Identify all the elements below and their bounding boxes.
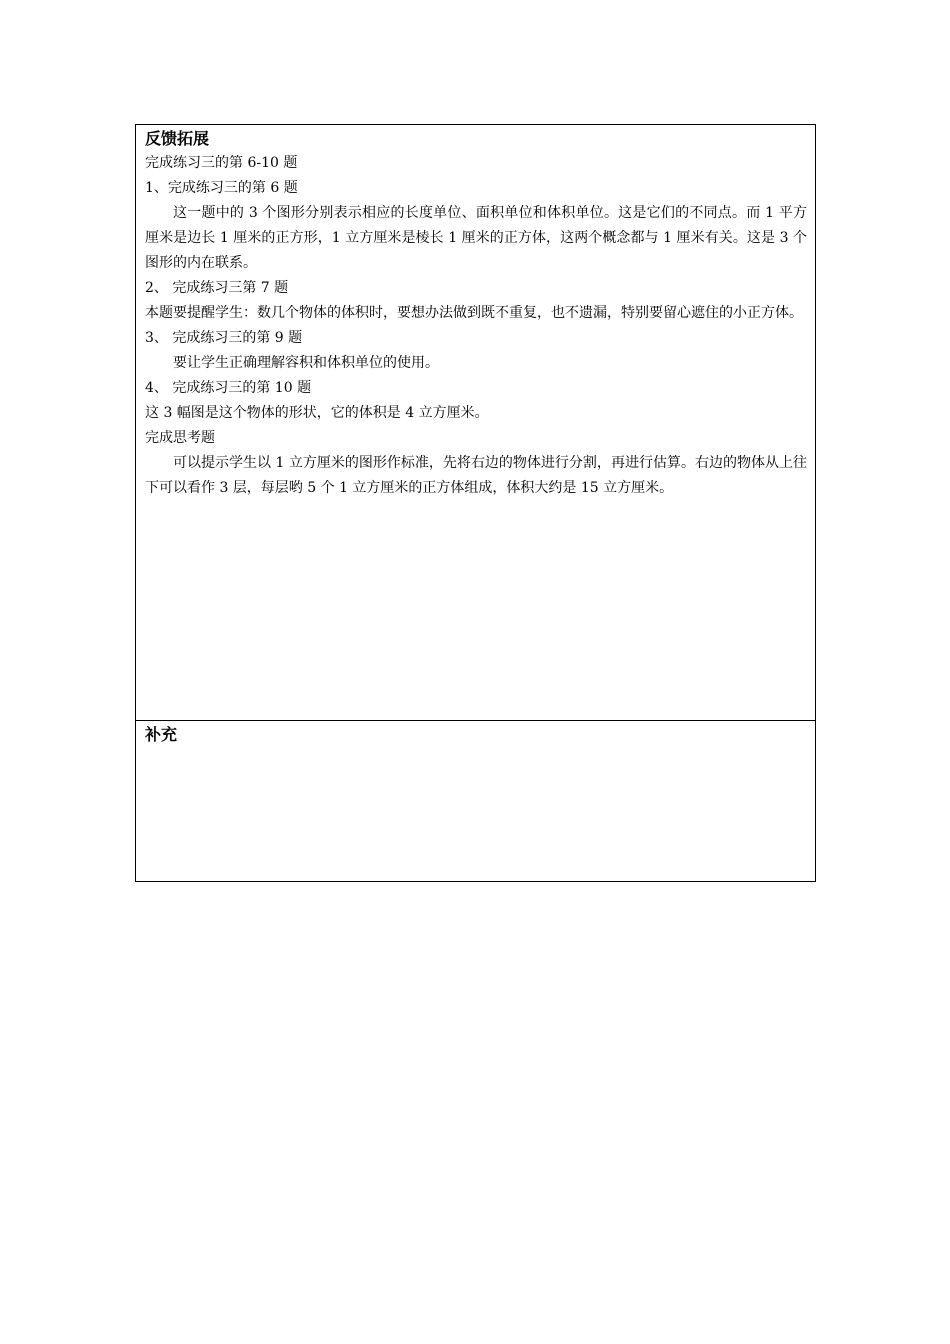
exercise-item-heading: 3、 完成练习三的第 9 题 — [145, 330, 303, 346]
supplement-section-cell — [136, 721, 816, 882]
exercise-explanation: 要让学生正确理解容积和体积单位的使用。 — [173, 355, 439, 371]
exercise-explanation: 这 3 幅图是这个物体的形状，它的体积是 4 立方厘米。 — [145, 405, 489, 421]
lesson-plan-table — [135, 124, 816, 882]
exercise-explanation: 这一题中的 3 个图形分别表示相应的长度单位、面积单位和体积单位。这是它们的不同点。而 1 平方厘米是边长 1 厘米的正方形，1 立方厘米是棱长 1 厘米的正方体，这两个概念都与 1 厘米有关。这是 3 个图形的内在联系。 — [145, 205, 807, 271]
exercise-item-heading: 4、 完成练习三的第 10 题 — [145, 380, 312, 396]
table-row — [136, 125, 816, 721]
exercise-item-heading: 2、 完成练习三第 7 题 — [145, 280, 289, 296]
exercise-item-heading: 1、完成练习三的第 6 题 — [145, 180, 298, 196]
section-heading: 反馈拓展 — [145, 129, 210, 148]
feedback-section-cell — [136, 125, 816, 721]
thinking-question-heading: 完成思考题 — [145, 430, 215, 446]
section-heading: 补充 — [145, 725, 178, 744]
thinking-question-explanation: 可以提示学生以 1 立方厘米的图形作标准，先将右边的物体进行分割，再进行估算。右边的物体从上往下可以看作 3 层，每层哟 5 个 1 立方厘米的正方体组成，体积大约是 15 立方厘米。 — [145, 455, 807, 496]
exercise-explanation: 本题要提醒学生：数几个物体的体积时，要想办法做到既不重复，也不遗漏，特别要留心遮住的小正方体。 — [145, 305, 803, 321]
exercise-overview: 完成练习三的第 6-10 题 — [145, 155, 298, 171]
table-row — [136, 721, 816, 882]
